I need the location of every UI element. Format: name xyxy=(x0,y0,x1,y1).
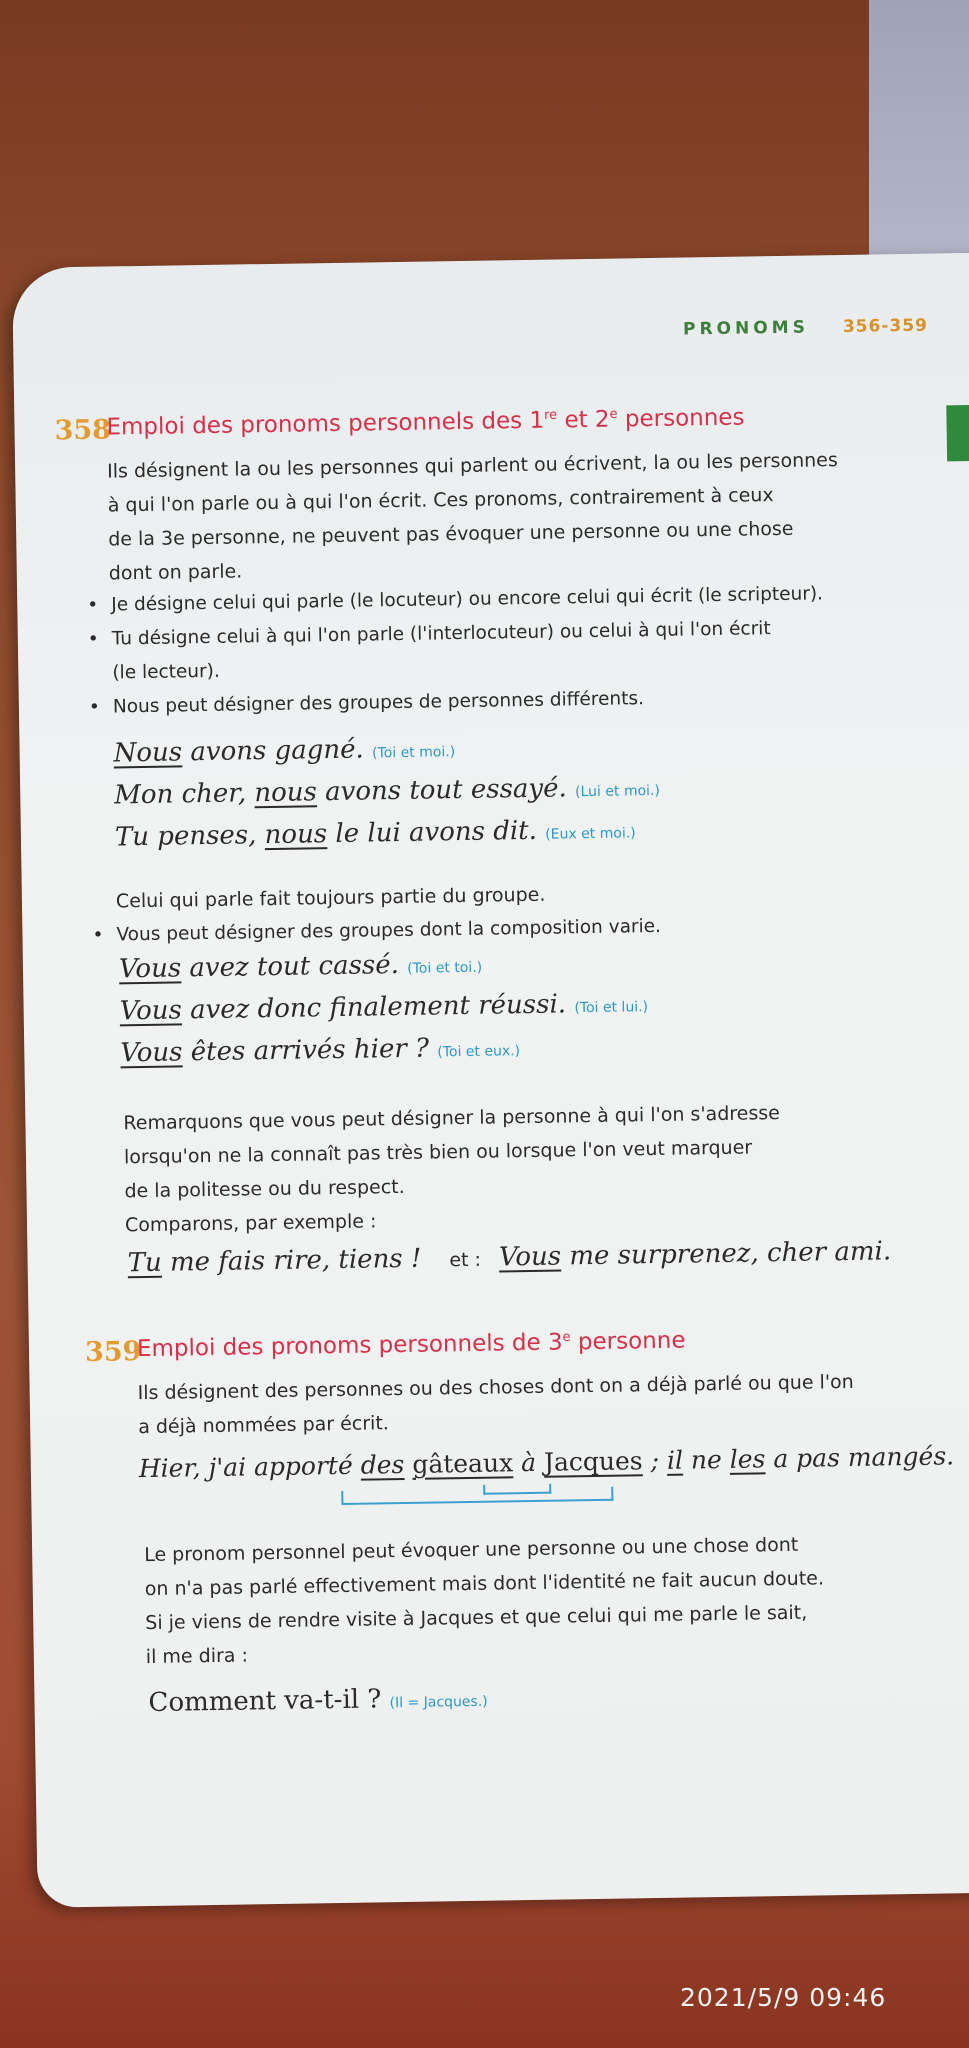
compare-example: Tu me fais rire, tiens ! et : Vous me surprenez, cher ami. xyxy=(127,1236,892,1279)
politeness-remark: Remarquons que vous peut désigner la personne à qui l'on s'adresse lorsqu'on ne la connaît pas très bien ou lorsque l'on veut marquer de la politesse ou du respect. Comparons, par exemple : xyxy=(123,1102,781,1237)
example-line: Vous êtes arrivés hier ? (Toi et eux.) xyxy=(120,1033,521,1069)
example-line: Nous avons gagné. (Toi et moi.) xyxy=(113,734,456,769)
anaphora-example: Hier, j'ai apporté des gâteaux à Jacques ; il ne les a pas mangés. xyxy=(138,1441,955,1484)
chapter-tab-marker xyxy=(946,405,969,461)
intro-358: Ils désignent la ou les personnes qui parlent ou écrivent, la ou les personnes à qui l'on parle ou à qui l'on écrit. Ces pronoms, contrairement à ceux de la 3e personne, ne peuvent pas évoquer une personne ou une chose dont on parle. xyxy=(107,449,838,585)
section-title-358: Emploi des pronoms personnels des 1re et 2e personnes xyxy=(106,404,745,441)
example-line: Mon cher, nous avons tout essayé. (Lui et moi.) xyxy=(114,773,661,811)
header-pages: 356-359 xyxy=(842,315,929,337)
running-header xyxy=(683,315,969,340)
vous-examples xyxy=(119,942,649,1076)
bullet-tu-cont: (le lecteur). xyxy=(112,660,220,684)
bullet-list-pronouns xyxy=(79,577,825,725)
final-example: Comment va-t-il ? (Il = Jacques.) xyxy=(148,1684,488,1719)
example-line: Tu penses, nous le lui avons dit. (Eux et moi.) xyxy=(114,815,636,853)
reference-bracket-gateaux xyxy=(341,1487,613,1505)
book-page xyxy=(12,252,969,1908)
section-title-359: Emploi des pronoms personnels de 3e personne xyxy=(136,1327,686,1363)
paragraph-359: Le pronom personnel peut évoquer une personne ou une chose dont on n'a pas parlé effectivement mais dont l'identité ne fait aucun doute. Si je viens de rendre visite à Jacques et que celui qui me parle le sait, il me dira : xyxy=(144,1533,825,1669)
section-number-358: 358 xyxy=(54,414,112,447)
reference-bracket-jacques xyxy=(483,1484,551,1495)
group-note: Celui qui parle fait toujours partie du groupe. xyxy=(115,883,546,913)
intro-359: Ils désignent des personnes ou des choses dont on a déjà parlé ou que l'on a déjà nommées par écrit. xyxy=(137,1370,854,1439)
header-section: PRONOMS xyxy=(682,317,810,340)
example-line: Vous avez donc finalement réussi. (Toi et lui.) xyxy=(119,989,649,1027)
example-line: Vous avez tout cassé. (Toi et toi.) xyxy=(118,950,483,985)
photo-timestamp: 2021/5/9 09:46 xyxy=(680,1983,887,2012)
bullet-tu: • Tu désigne celui à qui l'on parle (l'interlocuteur) ou celui à qui l'on écrit xyxy=(80,611,824,657)
bullet-nous: • Nous peut désigner des groupes de personnes différents. xyxy=(81,679,825,725)
bullet-vous: • Vous peut désigner des groupes dont la composition varie. xyxy=(84,910,661,953)
bullet-je: • Je désigne celui qui parle (le locuteur) ou encore celui qui écrit (le scripteur). xyxy=(79,577,823,623)
section-number-359: 359 xyxy=(84,1336,142,1368)
nous-examples xyxy=(113,726,661,861)
